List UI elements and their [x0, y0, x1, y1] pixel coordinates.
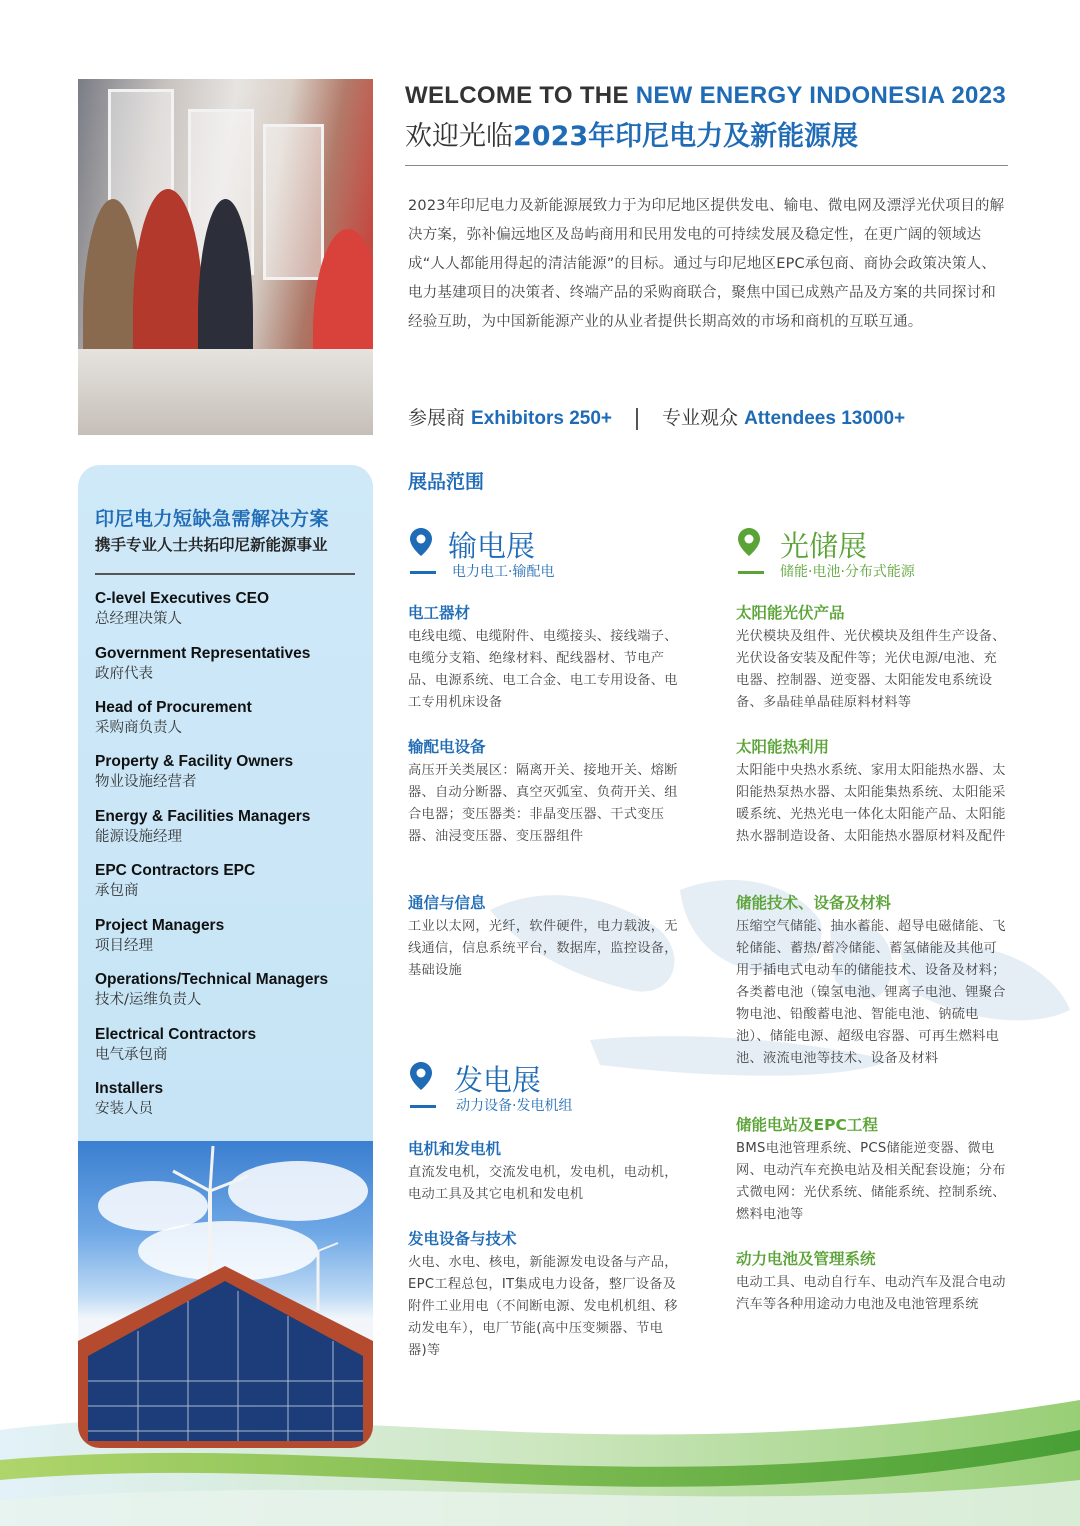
exhibit-scope-heading: 展品范围: [408, 471, 485, 493]
header-divider: [405, 165, 1008, 166]
role-item: Head of Procurement 采购商负责人: [95, 699, 252, 736]
solar-wind-photo: [78, 1141, 373, 1448]
role-item: Government Representatives 政府代表: [95, 645, 311, 682]
role-item: Property & Facility Owners 物业设施经营者: [95, 753, 294, 790]
role-item: Energy & Facilities Managers 能源设施经理: [95, 808, 311, 845]
category-block: 输配电设备 高压开关类展区：隔离开关、接地开关、熔断器、自动分断器、真空灭弧室、负荷开关、组合电器；变压器类：非晶变压器、干式变压器、油浸变压器、变压器组件: [408, 738, 678, 844]
role-item: Installers 安装人员: [95, 1080, 164, 1117]
card-subtitle: 携手专业人士共拓印尼新能源事业: [95, 536, 328, 554]
role-item: Project Managers 项目经理: [95, 917, 225, 954]
title-english: WELCOME TO THE NEW ENERGY INDONESIA 2023: [405, 82, 1006, 109]
location-pin-icon: [738, 528, 760, 556]
location-pin-icon: [410, 1062, 432, 1090]
category-block: 太阳能光伏产品 光伏模块及组件、光伏模块及组件生产设备、光伏设备安装及配件等；光伏电源/电池、充电器、控制器、逆变器、太阳能发电系统设备、多晶硅单晶硅原料材料等: [736, 604, 1006, 710]
stats-line: 参展商 Exhibitors 250+ 专业观众 Attendees 13000+: [408, 407, 906, 429]
category-block: 储能电站及EPC工程 BMS电池管理系统、PCS储能逆变器、微电网、电动汽车充换电站及相关配套设施；分布式微电网：光伏系统、储能系统、控制系统、燃料电池等: [736, 1116, 1006, 1222]
category-block: 太阳能热利用 太阳能中央热水系统、家用太阳能热水器、太阳能热泵热水器、太阳能集热系统、太阳能采暖系统、光热光电一体化太阳能产品、太阳能热水器制造设备、太阳能热水器原材料及配件: [736, 738, 1006, 844]
location-pin-icon: [410, 528, 432, 556]
role-item: EPC Contractors EPC 承包商: [95, 862, 256, 899]
card-title: 印尼电力短缺急需解决方案: [95, 508, 330, 530]
category-block: 储能技术、设备及材料 压缩空气储能、抽水蓄能、超导电磁储能、飞轮储能、蓄热/蓄冷储能、蓄氢储能及其他可用于插电式电动车的储能技术、设备及材料；各类蓄电池（镍氢电池、锂离子电池、锂聚合物电池、铅酸蓄电池、智能电池、钠硫电池）、储能电源、超级电容器、可再生燃料电池、液流电池等技术、设备及材料: [736, 894, 1006, 1066]
category-block: 电工器材 电线电缆、电缆附件、电缆接头、接线端子、电缆分支箱、绝缘材料、配线器材、节电产品、电源系统、电工合金、电工专用设备、电工专用机床设备: [408, 604, 678, 710]
category-block: 通信与信息 工业以太网，光纤，软件硬件，电力载波，无线通信，信息系统平台，数据库，监控设备，基础设施: [408, 894, 678, 978]
role-item: Operations/Technical Managers 技术/运维负责人: [95, 971, 329, 1008]
wind-turbine-icon: [78, 1141, 373, 1448]
role-item: C-level Executives CEO 总经理决策人: [95, 590, 270, 627]
role-item: Electrical Contractors 电气承包商: [95, 1026, 257, 1063]
attendees-count: Attendees 13000+: [744, 408, 906, 429]
title-chinese: 欢迎光临2023年印尼电力及新能源展: [405, 121, 859, 152]
card-divider: [95, 573, 355, 575]
exhibitors-count: Exhibitors 250+: [471, 408, 613, 429]
category-block: 电机和发电机 直流发电机，交流发电机，发电机，电动机，电动工具及其它电机和发电机: [408, 1140, 678, 1202]
category-block: 发电设备与技术 火电、水电、核电，新能源发电设备与产品，EPC工程总包，IT集成电力设备，整厂设备及附件工业用电（不间断电源、发电机机组、移动发电车），电厂节能(高中压变频器、节电器)等: [408, 1230, 678, 1358]
intro-paragraph: 2023年印尼电力及新能源展致力于为印尼地区提供发电、输电、微电网及漂浮光伏项目的解决方案，弥补偏远地区及岛屿商用和民用发电的可持续发展及稳定性，在更广阔的领域达成“人人都能用得起的清洁能源”的目标。通过与印尼地区EPC承包商、商协会政策决策人、电力基建项目的决策者、终端产品的采购商联合，聚焦中国已成熟产品及方案的共同探讨和经验互助，为中国新能源产业的从业者提供长期高效的市场和商机的互联互通。: [408, 198, 1005, 330]
category-block: 动力电池及管理系统 电动工具、电动自行车、电动汽车及混合电动汽车等各种用途动力电池及电池管理系统: [736, 1250, 1006, 1312]
expo-hall-photo: [78, 79, 373, 435]
